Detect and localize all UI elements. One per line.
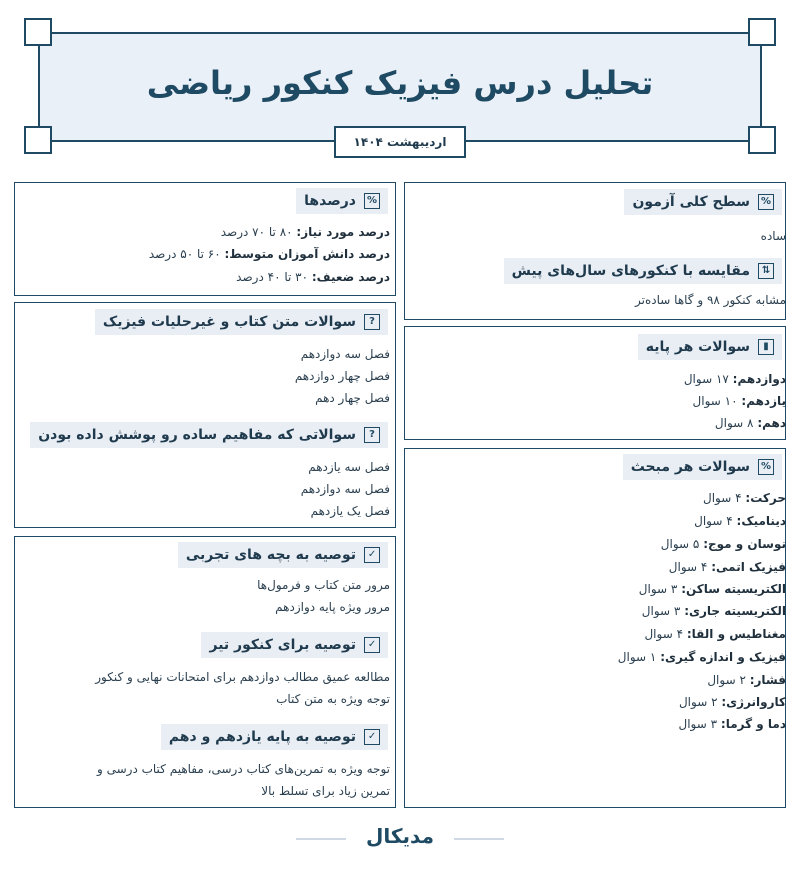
per-topic-item: فشار: ۲ سوال bbox=[707, 673, 786, 687]
per-grade-item: دوازدهم: ۱۷ سوال bbox=[683, 372, 786, 386]
brand-logo: مدیکال bbox=[366, 824, 434, 848]
corner-square bbox=[748, 18, 776, 46]
textbook-questions-label: سوالات متن کتاب و غیرحلیات فیزیک bbox=[102, 314, 356, 330]
comparison-value: مشابه کنکور ۹۸ و گاها ساده‌تر bbox=[635, 293, 786, 307]
advice-next-exam-label: توصیه برای کنکور تیر bbox=[209, 637, 356, 653]
simple-concept-heading bbox=[30, 422, 388, 448]
check-icon: ✓ bbox=[364, 547, 380, 563]
per-topic-item: کاروانرژی: ۲ سوال bbox=[678, 695, 786, 709]
check-icon: ✓ bbox=[364, 637, 380, 653]
per-topic-heading bbox=[623, 454, 782, 480]
advice-experimental-heading bbox=[178, 542, 388, 568]
per-grade-heading bbox=[638, 334, 782, 360]
footer-divider bbox=[296, 838, 346, 840]
per-topic-label: سوالات هر مبحث bbox=[630, 459, 750, 475]
list-item: مطالعه عمیق مطالب دوازدهم برای امتحانات نهایی و کنکور bbox=[95, 670, 390, 684]
per-topic-item: دینامیک: ۴ سوال bbox=[694, 514, 786, 528]
percent-icon: % bbox=[758, 194, 774, 210]
corner-square bbox=[748, 126, 776, 154]
bar-chart-icon: ▮ bbox=[758, 339, 774, 355]
percent-icon: % bbox=[758, 459, 774, 475]
per-topic-item: دما و گرما: ۳ سوال bbox=[678, 717, 786, 731]
percentages-label: درصدها bbox=[304, 193, 356, 209]
overall-level-heading bbox=[624, 189, 782, 215]
date-badge: اردیبهشت ۱۴۰۴ bbox=[334, 126, 466, 158]
list-item: فصل سه دوازدهم bbox=[300, 347, 390, 361]
list-item: توجه ویژه به تمرین‌های کتاب درسی، مفاهیم کتاب درسی و bbox=[96, 762, 390, 776]
per-topic-item: الکتریسیته ساکن: ۳ سوال bbox=[638, 582, 786, 596]
advice-next-exam-heading bbox=[201, 632, 388, 658]
comparison-heading bbox=[504, 258, 782, 284]
list-item: تمرین زیاد برای تسلط بالا bbox=[261, 784, 390, 798]
percentages-heading bbox=[296, 188, 388, 214]
per-topic-item: فیزیک و اندازه گیری: ۱ سوال bbox=[617, 650, 786, 664]
percentage-item: درصد مورد نیاز: ۸۰ تا ۷۰ درصد bbox=[220, 225, 390, 239]
list-item: فصل سه یازدهم bbox=[308, 460, 390, 474]
per-topic-item: الکتریسیته جاری: ۳ سوال bbox=[641, 604, 786, 618]
advice-grades-label: توصیه به پایه یازدهم و دهم bbox=[168, 729, 356, 745]
list-item: مرور ویژه پایه دوازدهم bbox=[275, 600, 390, 614]
textbook-questions-heading bbox=[95, 309, 388, 335]
per-topic-item: مغناطیس و القا: ۴ سوال bbox=[644, 627, 786, 641]
percent-icon: % bbox=[364, 193, 380, 209]
question-icon: ? bbox=[364, 314, 380, 330]
overall-level-label: سطح کلی آزمون bbox=[632, 194, 750, 210]
page-title: تحلیل درس فیزیک کنکور ریاضی bbox=[146, 64, 654, 102]
list-item: فصل یک یازدهم bbox=[310, 504, 390, 518]
list-item: توجه ویژه به متن کتاب bbox=[276, 692, 390, 706]
question-icon: ? bbox=[364, 427, 380, 443]
footer-divider bbox=[454, 838, 504, 840]
per-topic-item: حرکت: ۴ سوال bbox=[703, 491, 786, 505]
simple-concept-label: سوالاتی که مفاهیم ساده رو پوشش داده بودن bbox=[38, 427, 356, 443]
advice-experimental-label: توصیه به بچه های تجربی bbox=[185, 547, 356, 563]
list-item: فصل چهار دوازدهم bbox=[294, 369, 390, 383]
per-grade-item: یازدهم: ۱۰ سوال bbox=[692, 394, 786, 408]
swap-icon: ⇅ bbox=[758, 263, 774, 279]
overall-level-value: ساده bbox=[760, 229, 786, 243]
corner-square bbox=[24, 126, 52, 154]
per-grade-item: دهم: ۸ سوال bbox=[714, 416, 786, 430]
list-item: فصل چهار دهم bbox=[315, 391, 390, 405]
list-item: فصل سه دوازدهم bbox=[300, 482, 390, 496]
per-grade-label: سوالات هر پایه bbox=[645, 339, 750, 355]
per-topic-item: نوسان و موج: ۵ سوال bbox=[660, 537, 786, 551]
comparison-label: مقایسه با کنکورهای سال‌های پیش bbox=[511, 263, 750, 279]
check-icon: ✓ bbox=[364, 729, 380, 745]
advice-grades-heading bbox=[161, 724, 388, 750]
percentage-item: درصد دانش آموزان متوسط: ۶۰ تا ۵۰ درصد bbox=[148, 247, 390, 261]
list-item: مرور متن کتاب و فرمول‌ها bbox=[257, 578, 390, 592]
corner-square bbox=[24, 18, 52, 46]
percentage-item: درصد ضعیف: ۳۰ تا ۴۰ درصد bbox=[236, 270, 390, 284]
per-topic-item: فیزیک اتمی: ۴ سوال bbox=[668, 560, 786, 574]
